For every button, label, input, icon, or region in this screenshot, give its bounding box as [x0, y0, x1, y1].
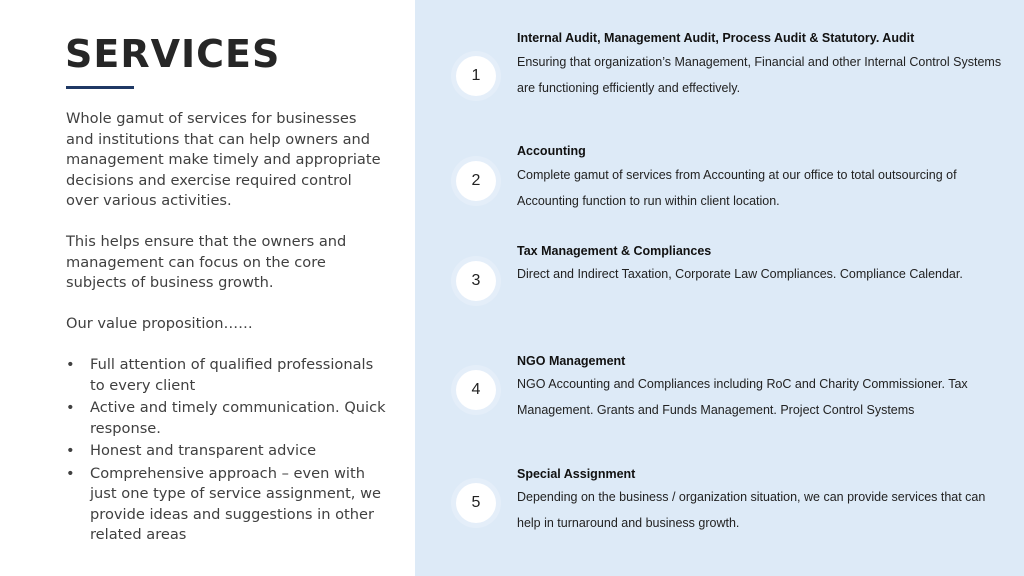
- left-panel: [0, 0, 415, 576]
- page-title: SERVICES: [65, 32, 281, 76]
- bullet-item: • Full attention of qualified professionals to every client: [66, 355, 386, 396]
- intro-paragraph-1: Whole gamut of services for businesses and institutions that can help owners and management make timely and appropriate decisions and exercise required control over various activities.: [66, 110, 381, 209]
- value-proposition-list: [66, 355, 386, 546]
- bullet-item: • Active and timely communication. Quick response.: [66, 398, 386, 439]
- step-number: 2: [456, 161, 496, 201]
- step-badge-4: [451, 365, 501, 415]
- service-title: NGO Management: [517, 354, 626, 368]
- service-description: NGO Accounting and Compliances including RoC and Charity Commissioner. Tax Management. Grants and Funds Management. Project Control Systems: [517, 377, 968, 417]
- title-underline: [66, 86, 134, 89]
- intro-paragraph-2: This helps ensure that the owners and management can focus on the core subjects of business growth.: [66, 233, 347, 291]
- bullet-item: • Honest and transparent advice: [66, 441, 386, 462]
- service-description: Depending on the business / organization situation, we can provide services that can help in turnaround and business growth.: [517, 490, 986, 530]
- step-number: 3: [456, 261, 496, 301]
- service-description: Direct and Indirect Taxation, Corporate Law Compliances. Compliance Calendar.: [517, 267, 963, 281]
- bullet-item: • Comprehensive approach – even with just one type of service assignment, we provide ideas and suggestions in other related areas: [66, 464, 386, 546]
- service-description: Ensuring that organization’s Management, Financial and other Internal Control Systems are functioning efficiently and effectively.: [517, 55, 1002, 95]
- step-badge-1: [451, 51, 501, 101]
- step-number: 1: [456, 56, 496, 96]
- step-badge-3: [451, 256, 501, 306]
- value-proposition-heading: Our value proposition……: [66, 315, 253, 332]
- service-title: Tax Management & Compliances: [517, 244, 712, 258]
- step-number: 4: [456, 370, 496, 410]
- step-number: 5: [456, 483, 496, 523]
- step-badge-5: [451, 478, 501, 528]
- service-title: Special Assignment: [517, 467, 636, 481]
- service-title: Accounting: [517, 144, 586, 158]
- step-badge-2: [451, 156, 501, 206]
- service-description: Complete gamut of services from Accounting at our office to total outsourcing of Accounting function to run within client location.: [517, 168, 957, 208]
- services-panel: [415, 0, 1024, 576]
- service-title: Internal Audit, Management Audit, Process Audit & Statutory. Audit: [517, 31, 915, 45]
- intro-text: [66, 109, 386, 548]
